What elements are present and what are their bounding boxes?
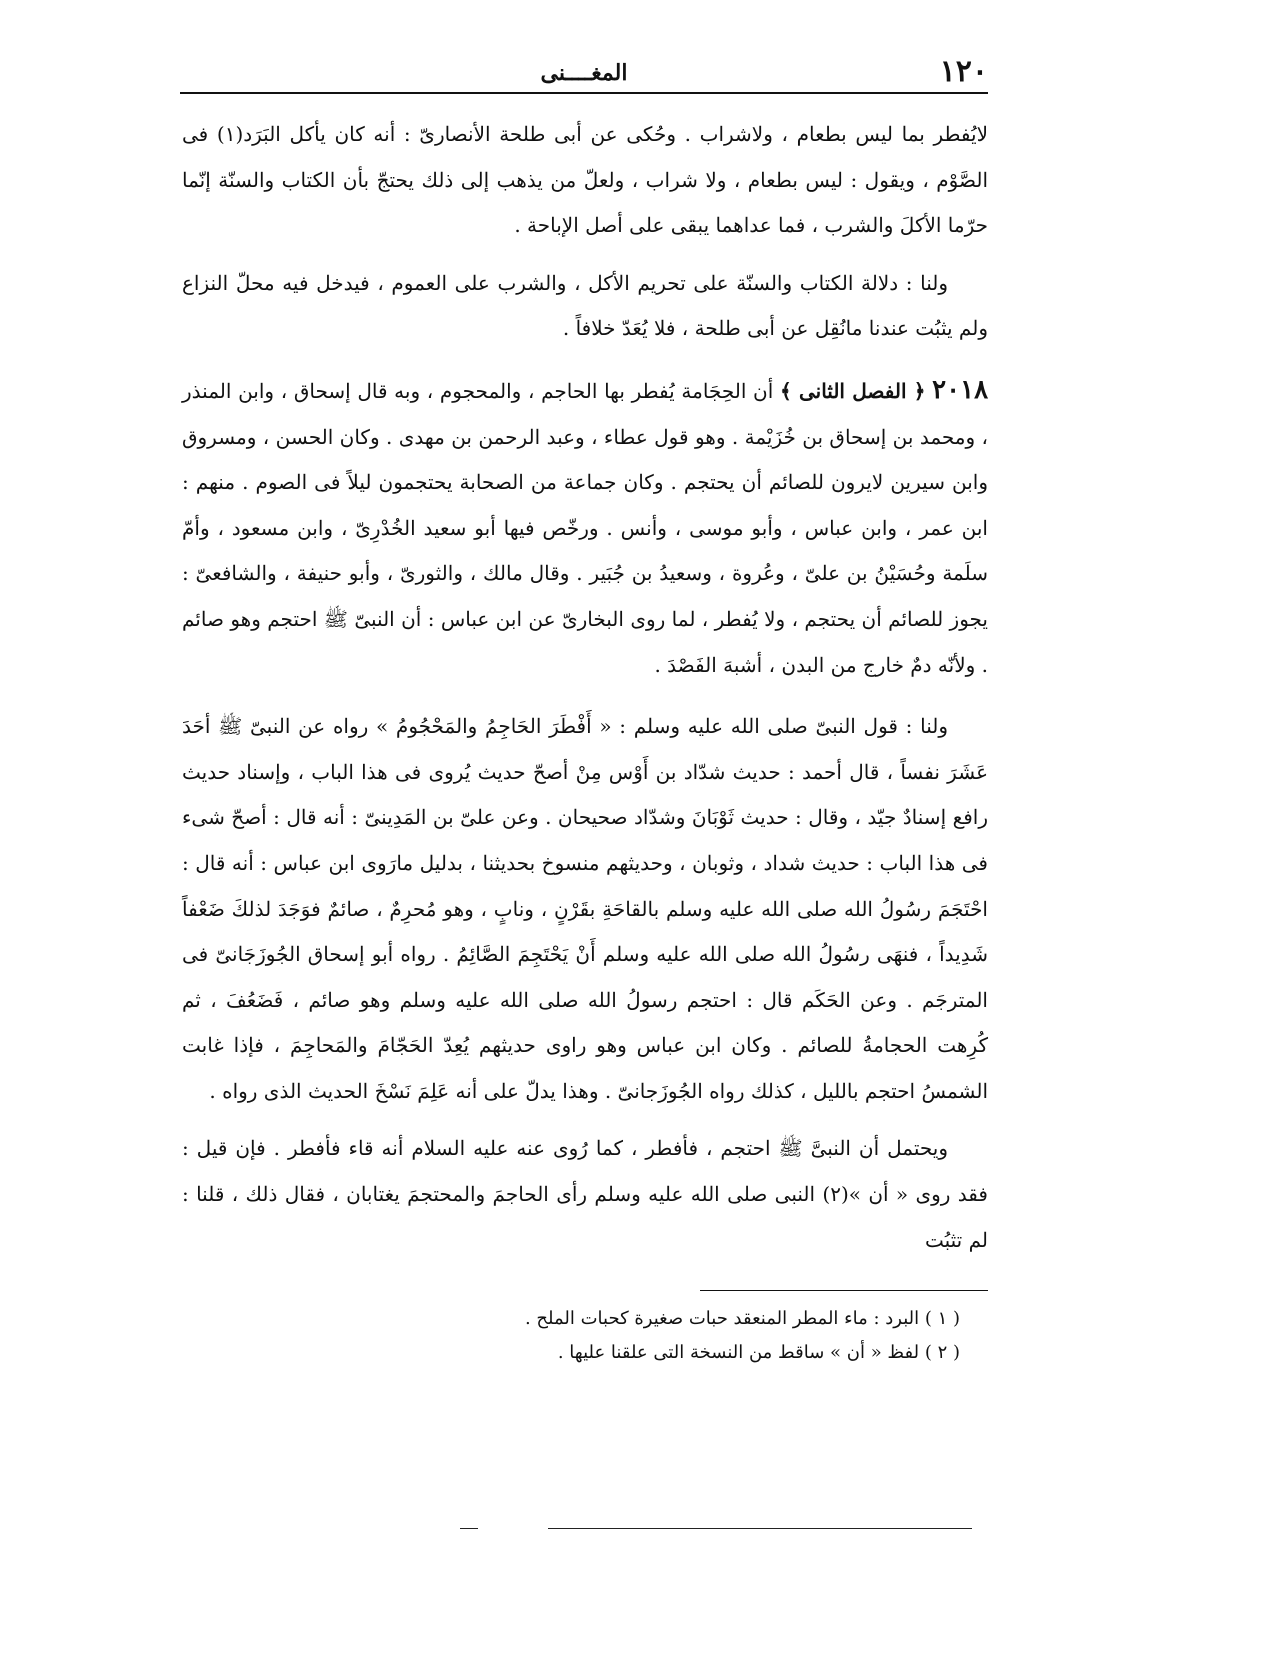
section-2018-paragraph	[182, 368, 988, 688]
footnote-rule	[700, 1290, 988, 1291]
section-text: أن الحِجَامة يُفطر بها الحاجم ، والمحجوم ، وبه قال إسحاق ، وابن المنذر ، ومحمد بن إسحاق بن خُزَيْمة . وهو قول عطاء ، وعبد الرحمن بن مهدى . وكان الحسن ، ومسروق وابن سيرين لايرون للصائم أن يحتجم . وكان جماعة من الصحابة يحتجمون ليلاً فى الصوم . منهم : ابن عمر ، وابن عباس ، وأبو موسى ، وأنس . ورخّص فيها أبو سعيد الخُدْرِىّ ، وابن مسعود ، وأمّ سلَمة وحُسَيْنُ بن علىّ ، وعُروة ، وسعيدُ بن جُبَير . وقال مالك ، والثورىّ ، وأبو حنيفة ، والشافعىّ : يجوز للصائم أن يحتجم ، ولا يُفطر ، لما روى البخارىّ عن ابن عباس : أن النبىّ ﷺ احتجم وهو صائم . ولأنّه دمٌ خارج من البدن ، أشبهَ الفَصْدَ .	[182, 378, 988, 677]
page-number: ١٢٠	[939, 54, 988, 89]
paragraph-2: ولنا : دلالة الكتاب والسنّة على تحريم الأكل ، والشرب على العموم ، فيدخل فيه محلّ النزاع ولم يثبُت عندنا مانُقِل عن أبى طلحة ، فلا يُعَدّ خلافاً .	[182, 270, 988, 341]
paragraph-1: لايُفطر بما ليس بطعام ، ولاشراب . وحُكى عن أبى طلحة الأنصارىّ : أنه كان يأكل البَرَد(١) فى الصَّوْم ، ويقول : ليس بطعام ، ولا شراب ، ولعلّ من يذهب إلى ذلك يحتجّ بأن الكتاب والسنّة إنّما حرّما الأكلَ والشرب ، فما عداهما يبقى على أصل الإباحة .	[182, 122, 989, 238]
footnote-2: ( ٢ ) لفظ « أن » ساقط من النسخة التى علقنا عليها .	[557, 1342, 960, 1363]
section-number: ٢٠١٨	[932, 374, 989, 405]
paragraph-4: ولنا : قول النبىّ صلى الله عليه وسلم : « أَفْطَرَ الحَاجِمُ والمَحْجُومُ » رواه عن النبىّ ﷺ أحَدَ عَشَرَ نفساً ، قال أحمد : حديث شدّاد بن أَوْس مِنْ أصحّ حديث يُروى فى هذا الباب ، وإسناد حديث رافع إسنادٌ جيّد ، وقال : حديث ثَوْبَانَ وشدّاد صحيحان . وعن علىّ بن المَدِينىّ : أنه قال : أصحّ شىء فى هذا الباب : حديث شداد ، وثوبان ، وحديثهم منسوخ بحديثنا ، بدليل مارَوى ابن عباس : أنه قال : احْتَجَمَ رسُولُ الله صلى الله عليه وسلم بالقاحَةِ بقَرْنٍ ، ونابٍ ، وهو مُحرِمٌ ، صائمٌ فوَجَدَ لذلكَ ضَعْفاً شَدِيداً ، فنهَى رسُولُ الله صلى الله عليه وسلم أَنْ يَحْتَجِمَ الصَّائِمُ . رواه أبو إسحاق الجُوزَجَانىّ فى المترجَم . وعن الحَكَم قال : احتجم رسولُ الله صلى الله عليه وسلم وهو صائم ، فَضَعُفَ ، ثم كُرِهت الحجامةُ للصائم . وكان ابن عباس وهو راوى حديثهم يُعِدّ الحَجّامَ والمَحاجِمَ ، فإذا غابت الشمسُ احتجم بالليل ، كذلك رواه الجُوزَجانىّ . وهذا يدلّ على أنه عَلِمَ نَسْخَ الحديث الذى رواه .	[182, 714, 988, 1103]
header-rule	[180, 92, 988, 94]
section-title: ﴿ الفصل الثانى ﴾	[779, 378, 926, 403]
footnote-1: ( ١ ) البرد : ماء المطر المنعقد حبات صغيرة كحبات الملح .	[524, 1308, 960, 1329]
bottom-dash-mark	[460, 1528, 478, 1529]
running-title: المغــــنى	[540, 60, 628, 86]
footnotes	[400, 1302, 960, 1370]
page-header	[180, 52, 988, 96]
main-text	[182, 112, 988, 1263]
paragraph-5: ويحتمل أن النبىَّ ﷺ احتجم ، فأفطر ، كما رُوى عنه عليه السلام أنه قاء فأفطر . فإن قيل : فقد روى « أن »(٢) النبى صلى الله عليه وسلم رأى الحاجمَ والمحتجمَ يغتابان ، فقال ذلك ، قلنا : لم تثبُت	[182, 1136, 988, 1252]
bottom-rule	[548, 1528, 972, 1529]
